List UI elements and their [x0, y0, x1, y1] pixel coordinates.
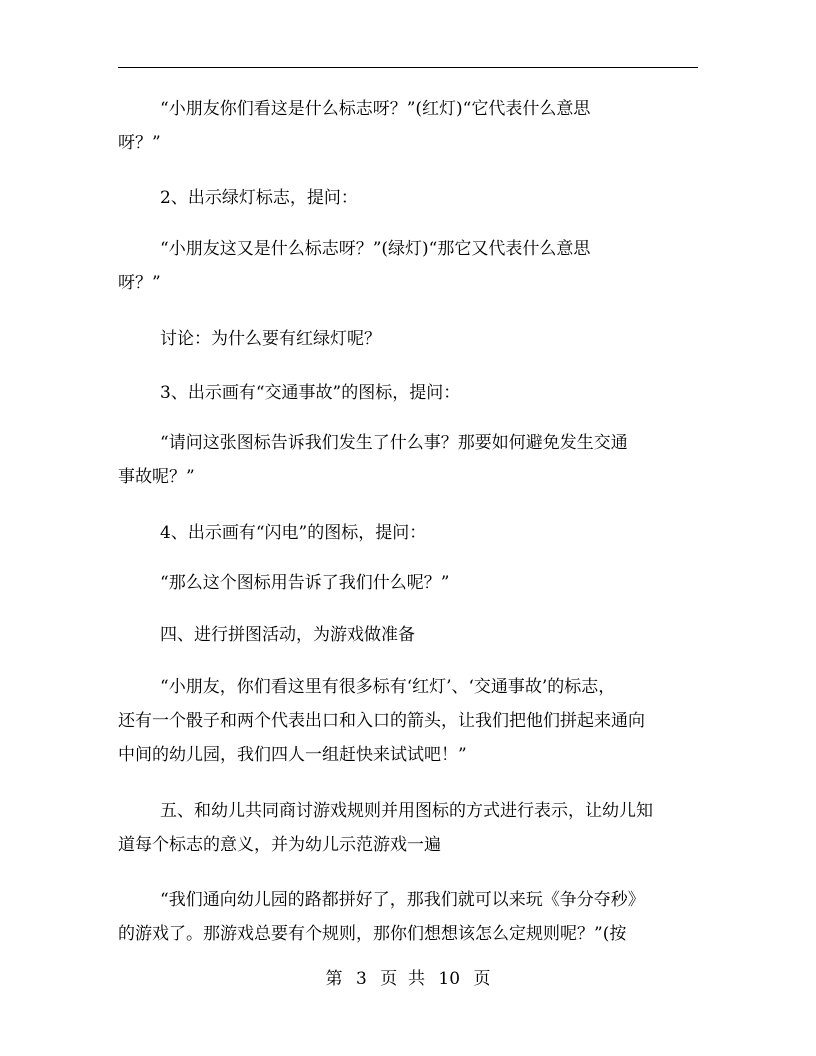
paragraph-accident-question [118, 426, 708, 494]
paragraph-line: “小朋友，你们看这里有很多标有‘红灯’、‘交通事故’的标志， [160, 677, 616, 697]
page-footer [0, 964, 816, 994]
paragraph-discussion [118, 322, 708, 356]
paragraph-line: 4、出示画有“闪电”的图标，提问： [160, 523, 427, 543]
paragraph-line: 的游戏了。那游戏总要有个规则，那你们想想该怎么定规则呢？”(按 [118, 924, 627, 944]
paragraph-game-introduction [118, 883, 708, 951]
paragraph-line: 四、进行拼图活动，为游戏做准备 [160, 625, 415, 645]
footer-prefix: 第 [325, 969, 343, 989]
paragraph-line: 3、出示画有“交通事故”的图标，提问： [160, 383, 461, 403]
paragraph-green-light-question [118, 232, 708, 300]
paragraph-line: “那么这个图标用告诉了我们什么呢？” [160, 573, 450, 593]
paragraph-line: “请问这张图标告诉我们发生了什么事？那要如何避免发生交通 [160, 433, 628, 453]
paragraph-lightning-question [118, 566, 708, 600]
paragraph-line: “小朋友你们看这是什么标志呀？”(红灯)“它代表什么意思 [160, 99, 591, 119]
paragraph-line: “我们通向幼儿园的路都拼好了，那我们就可以来玩《争分夺秒》 [160, 890, 645, 910]
header-rule [118, 67, 698, 68]
paragraph-line: 五、和幼儿共同商讨游戏规则并用图标的方式进行表示，让幼儿知 [160, 801, 653, 821]
paragraph-show-accident-icon [118, 376, 708, 410]
footer-suffix: 页 [473, 969, 491, 989]
section-heading-game-rules [118, 794, 708, 862]
paragraph-red-light-question [118, 92, 708, 160]
paragraph-line: 讨论：为什么要有红绿灯呢？ [160, 329, 381, 349]
paragraph-line: 还有一个骰子和两个代表出口和入口的箭头，让我们把他们拼起来通向 [118, 711, 645, 731]
paragraph-line: 2、出示绿灯标志，提问： [160, 188, 358, 208]
paragraph-line: 呀？” [118, 133, 161, 153]
paragraph-line: 中间的幼儿园，我们四人一组赶快来试试吧！” [118, 745, 467, 765]
section-heading-puzzle-activity [118, 618, 708, 652]
paragraph-line: 道每个标志的意义，并为幼儿示范游戏一遍 [118, 835, 441, 855]
footer-current-page: 3 [355, 969, 367, 989]
footer-total-pages: 10 [438, 969, 461, 989]
paragraph-show-green-light [118, 181, 708, 215]
paragraph-show-lightning-icon [118, 516, 708, 550]
footer-middle: 页 共 [380, 969, 425, 989]
paragraph-line: 事故呢？” [118, 467, 195, 487]
paragraph-line: 呀？” [118, 273, 161, 293]
paragraph-line: “小朋友这又是什么标志呀？”(绿灯)“那它又代表什么意思 [160, 239, 591, 259]
paragraph-puzzle-instructions [118, 670, 708, 772]
